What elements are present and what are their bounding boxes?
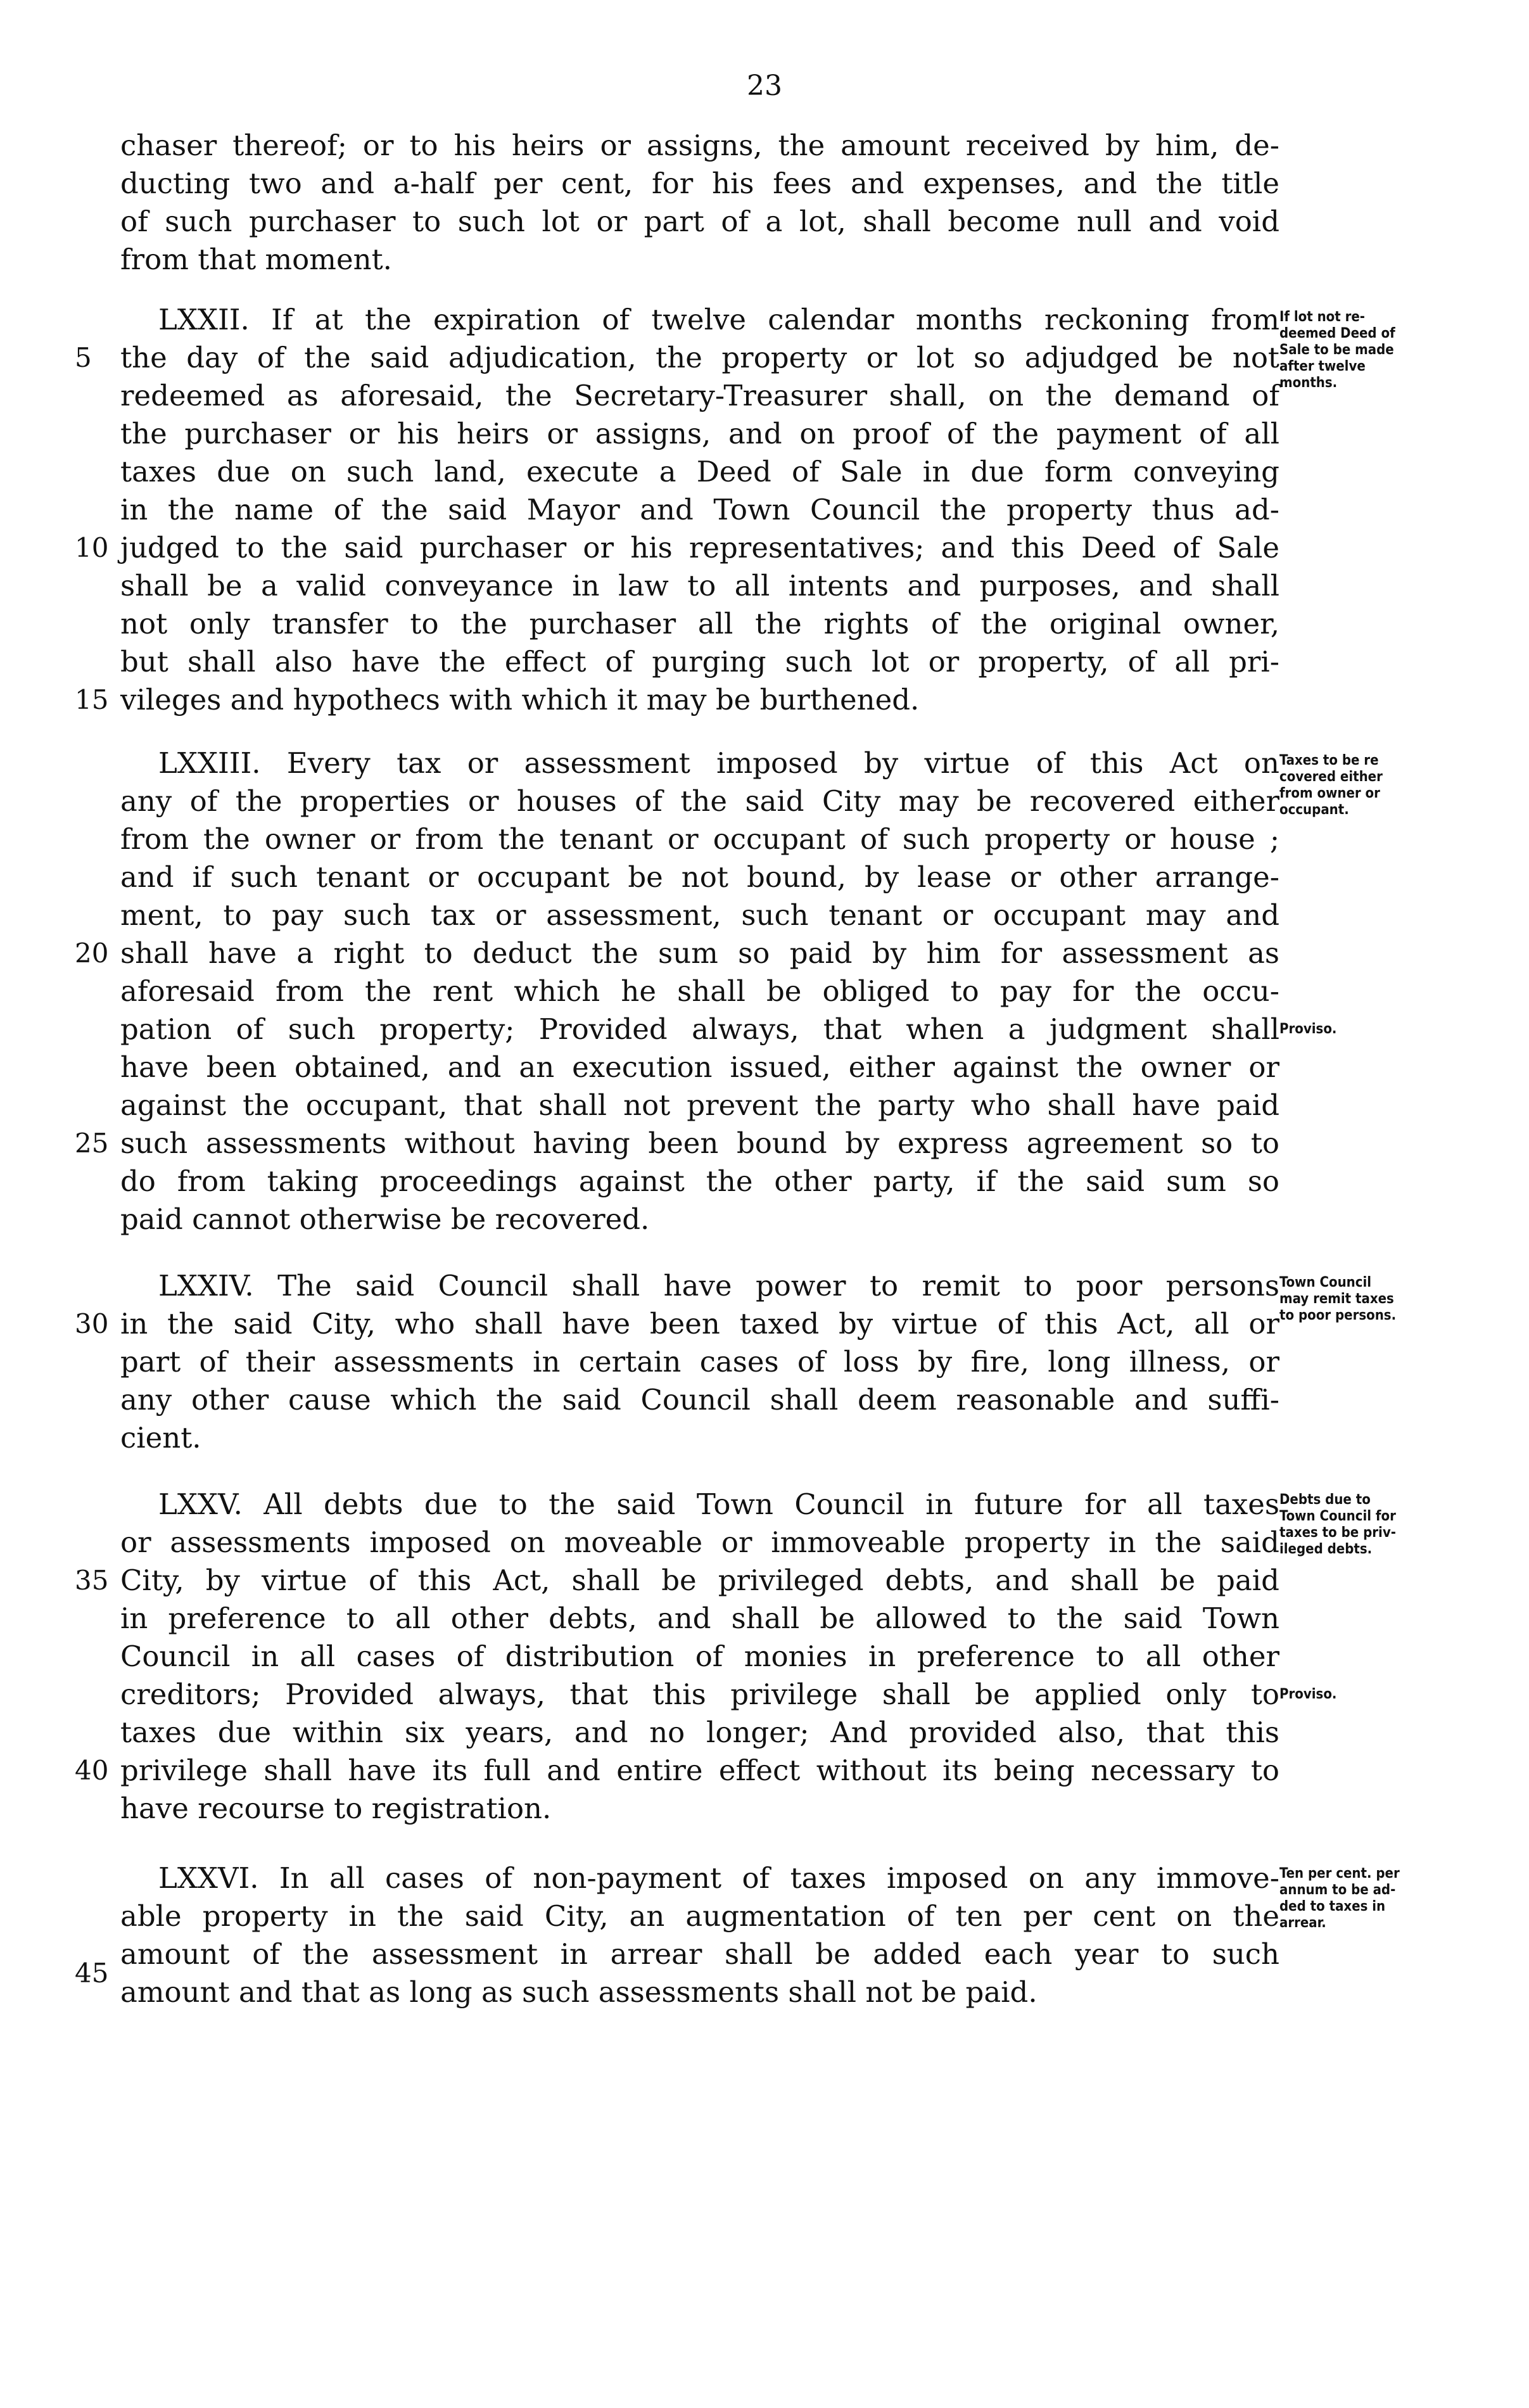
text-line: creditors; Provided always, that this privilege shall be applied only to	[120, 1678, 1279, 1711]
margin-note-line: Town Council	[1279, 1275, 1372, 1290]
text-line: any other cause which the said Council shall deem reasonable and suffi-	[120, 1383, 1279, 1417]
text-line: and if such tenant or occupant be not bound, by lease or other arrange-	[120, 860, 1279, 894]
text-line: able property in the said City, an augmentation of ten per cent on the	[120, 1899, 1279, 1933]
margin-note-remit-taxes	[1279, 1275, 1469, 1324]
margin-note-line: If lot not re-	[1279, 309, 1366, 325]
line-number: 45	[75, 1958, 109, 1989]
text-line: such assessments without having been bound by express agreement so to	[120, 1126, 1279, 1160]
text-line: chaser thereof; or to his heirs or assigns, the amount received by him, de-	[120, 129, 1279, 162]
text-line: from the owner or from the tenant or occupant of such property or house ;	[120, 822, 1279, 856]
margin-note-ten-per-cent	[1279, 1866, 1469, 1932]
text-line: aforesaid from the rent which he shall be obliged to pay for the occu-	[120, 974, 1279, 1008]
text-line: LXXIII. Every tax or assessment imposed by virtue of this Act on	[158, 746, 1279, 780]
text-line: ment, to pay such tax or assessment, such tenant or occupant may and	[120, 898, 1279, 932]
line-number: 30	[75, 1308, 109, 1339]
margin-note-line: Proviso.	[1279, 1021, 1337, 1037]
margin-note-line: annum to be ad-	[1279, 1882, 1396, 1898]
text-line: from that moment.	[120, 243, 392, 276]
text-line: in the name of the said Mayor and Town Council the property thus ad-	[120, 493, 1279, 526]
text-line: taxes due on such land, execute a Deed of Sale in due form conveying	[120, 455, 1279, 488]
text-line: vileges and hypothecs with which it may be burthened.	[120, 683, 920, 717]
text-line: of such purchaser to such lot or part of a lot, shall become null and void	[120, 205, 1279, 238]
line-number: 15	[75, 684, 109, 715]
text-line: Council in all cases of distribution of monies in preference to all other	[120, 1640, 1279, 1673]
margin-note-line: Town Council for	[1279, 1508, 1396, 1524]
margin-note-line: Ten per cent. per	[1279, 1866, 1400, 1882]
margin-note-line: Debts due to	[1279, 1492, 1371, 1508]
text-line: the day of the said adjudication, the property or lot so adjudged be not	[120, 341, 1279, 374]
text-line: LXXV. All debts due to the said Town Council in future for all taxes	[158, 1487, 1279, 1521]
text-line: amount of the assessment in arrear shall be added each year to such	[120, 1937, 1279, 1971]
text-line: privilege shall have its full and entire effect without its being necessary to	[120, 1754, 1279, 1787]
margin-note-redemption-deed	[1279, 309, 1469, 392]
text-line: have been obtained, and an execution issued, either against the owner or	[120, 1050, 1279, 1084]
text-line: redeemed as aforesaid, the Secretary-Treasurer shall, on the demand of	[120, 379, 1279, 412]
page-number: 23	[747, 70, 782, 102]
text-line: taxes due within six years, and no longer; And provided also, that this	[120, 1716, 1279, 1749]
text-line: have recourse to registration.	[120, 1792, 552, 1825]
margin-note-line: deemed Deed of	[1279, 326, 1395, 341]
text-line: shall have a right to deduct the sum so paid by him for assessment as	[120, 936, 1279, 970]
text-line: or assessments imposed on moveable or immoveable property in the said	[120, 1526, 1279, 1559]
line-number: 5	[75, 342, 92, 373]
text-line: part of their assessments in certain cases of loss by fire, long illness, or	[120, 1345, 1279, 1379]
margin-note-line: may remit taxes	[1279, 1291, 1394, 1307]
text-line: any of the properties or houses of the said City may be recovered either	[120, 784, 1279, 818]
text-line: in preference to all other debts, and shall be allowed to the said Town	[120, 1602, 1279, 1635]
text-line: not only transfer to the purchaser all the rights of the original owner,	[120, 607, 1279, 640]
text-line: LXXII. If at the expiration of twelve calendar months reckoning from	[158, 303, 1279, 336]
text-line: ducting two and a-half per cent, for his fees and expenses, and the title	[120, 167, 1279, 200]
text-line: amount and that as long as such assessments shall not be paid.	[120, 1975, 1037, 2009]
margin-note-taxes-recovered	[1279, 753, 1469, 819]
margin-note-proviso	[1279, 1686, 1469, 1703]
text-line: against the occupant, that shall not prevent the party who shall have paid	[120, 1088, 1279, 1122]
margin-note-line: from owner or	[1279, 786, 1380, 801]
text-line: but shall also have the effect of purging such lot or property, of all pri-	[120, 645, 1279, 678]
margin-note-line: covered either	[1279, 769, 1383, 785]
line-number: 20	[75, 938, 109, 969]
line-number: 10	[75, 532, 109, 563]
line-number: 40	[75, 1755, 109, 1786]
text-line: LXXVI. In all cases of non-payment of taxes imposed on any immove-	[158, 1861, 1279, 1895]
margin-note-line: Sale to be made	[1279, 342, 1394, 358]
margin-note-line: ded to taxes in	[1279, 1899, 1386, 1914]
margin-note-line: Proviso.	[1279, 1686, 1337, 1702]
text-line: City, by virtue of this Act, shall be privileged debts, and shall be paid	[120, 1564, 1279, 1597]
text-line: do from taking proceedings against the other party, if the said sum so	[120, 1164, 1279, 1198]
margin-note-line: months.	[1279, 375, 1338, 391]
text-line: the purchaser or his heirs or assigns, and on proof of the payment of all	[120, 417, 1279, 450]
line-number: 25	[75, 1128, 109, 1159]
line-number: 35	[75, 1565, 109, 1596]
text-line: judged to the said purchaser or his representatives; and this Deed of Sale	[120, 531, 1279, 564]
margin-note-line: after twelve	[1279, 359, 1366, 374]
text-line: cient.	[120, 1421, 201, 1455]
text-line: shall be a valid conveyance in law to all intents and purposes, and shall	[120, 569, 1279, 602]
text-line: in the said City, who shall have been taxed by virtue of this Act, all or	[120, 1307, 1279, 1341]
text-line: paid cannot otherwise be recovered.	[120, 1202, 650, 1236]
margin-note-proviso	[1279, 1021, 1469, 1038]
margin-note-line: ileged debts.	[1279, 1541, 1373, 1557]
margin-note-line: occupant.	[1279, 802, 1349, 818]
margin-note-line: taxes to be priv-	[1279, 1525, 1396, 1541]
margin-note-line: to poor persons.	[1279, 1308, 1397, 1323]
margin-note-line: Taxes to be re	[1279, 753, 1379, 768]
text-line: pation of such property; Provided always, that when a judgment shall	[120, 1012, 1279, 1046]
margin-note-privileged-debts	[1279, 1492, 1469, 1558]
margin-note-line: arrear.	[1279, 1915, 1326, 1931]
text-line: LXXIV. The said Council shall have power to remit to poor persons	[158, 1269, 1279, 1303]
